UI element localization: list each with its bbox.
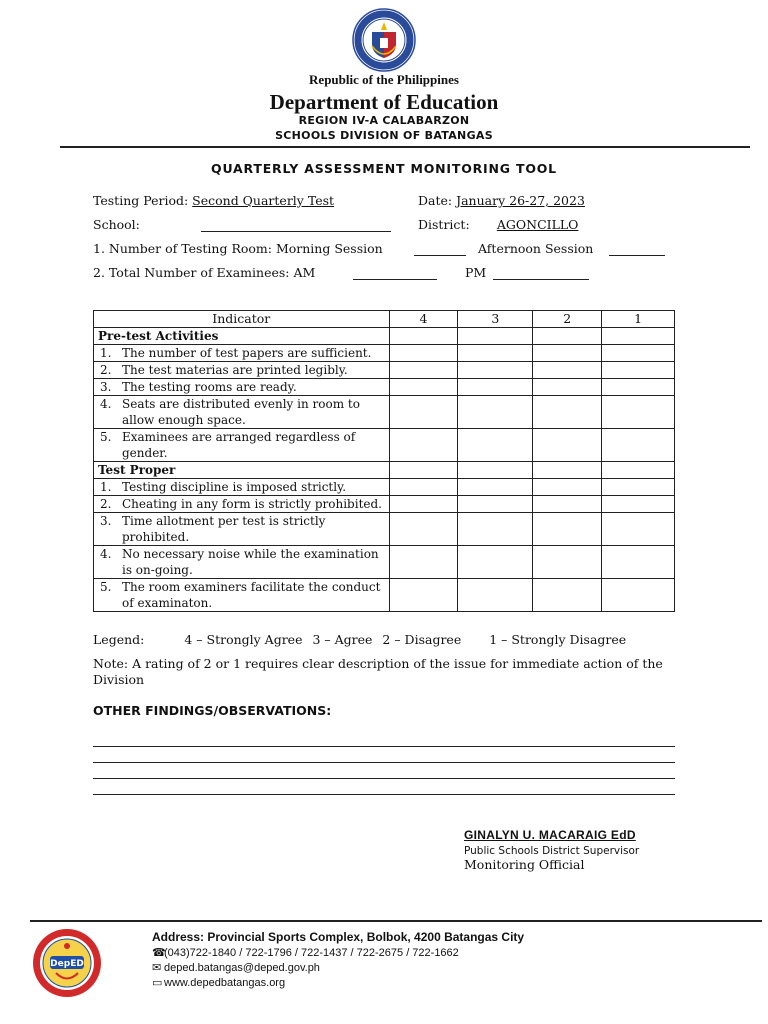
date-value[interactable]: January 26-27, 2023	[456, 193, 585, 208]
indicator-text: No necessary noise while the examination is on-going.	[122, 547, 379, 577]
testing-room-row	[93, 241, 383, 256]
rating-cell[interactable]	[389, 328, 458, 345]
deped-seal-logo	[352, 8, 416, 72]
header-divider	[60, 146, 750, 148]
table-header-row	[94, 311, 675, 328]
section-title: Pre-test Activities	[94, 328, 390, 345]
table-row	[94, 396, 675, 429]
rating-cell[interactable]	[602, 546, 675, 579]
rating-cell[interactable]	[458, 546, 533, 579]
indicator-number: 3.	[100, 380, 112, 394]
rating-cell[interactable]	[602, 496, 675, 513]
rating-cell[interactable]	[533, 362, 602, 379]
indicator-cell	[94, 479, 390, 496]
indicator-text: Time allotment per test is strictly prohibited.	[122, 514, 326, 544]
republic-heading: Republic of the Philippines	[309, 72, 459, 87]
rating-cell[interactable]	[458, 362, 533, 379]
email-icon: ✉	[152, 962, 162, 974]
rating-cell[interactable]	[458, 479, 533, 496]
department-heading: Department of Education	[269, 90, 499, 114]
rating-cell[interactable]	[533, 513, 602, 546]
header-rating-3: 3	[458, 311, 533, 328]
district-row	[418, 217, 602, 232]
rating-cell[interactable]	[533, 429, 602, 462]
table-row	[94, 496, 675, 513]
footer-address: Address: Provincial Sports Complex, Bolbok, 4200 Batangas City	[152, 930, 525, 944]
indicator-text: Testing discipline is imposed strictly.	[122, 480, 347, 494]
rating-cell[interactable]	[533, 479, 602, 496]
rating-cell[interactable]	[389, 513, 458, 546]
rating-cell[interactable]	[602, 429, 675, 462]
school-field[interactable]	[201, 219, 391, 232]
rating-cell[interactable]	[458, 328, 533, 345]
section-title: Test Proper	[94, 462, 390, 479]
rating-cell[interactable]	[458, 496, 533, 513]
rating-cell[interactable]	[533, 345, 602, 362]
header-indicator: Indicator	[94, 311, 390, 328]
other-findings-heading: OTHER FINDINGS/OBSERVATIONS:	[93, 703, 332, 718]
rating-cell[interactable]	[389, 546, 458, 579]
rating-cell[interactable]	[533, 546, 602, 579]
indicator-cell	[94, 513, 390, 546]
form-title: QUARTERLY ASSESSMENT MONITORING TOOL	[211, 161, 557, 176]
indicator-text: The number of test papers are sufficient.	[122, 346, 372, 360]
footer-phone: (043)722-1840 / 722-1796 / 722-1437 / 722-2675 / 722-1662	[164, 947, 459, 959]
header-rating-2: 2	[533, 311, 602, 328]
rating-cell[interactable]	[389, 345, 458, 362]
legend-strongly-agree: 4 – Strongly Agree	[184, 632, 303, 647]
table-row	[94, 479, 675, 496]
indicator-cell	[94, 396, 390, 429]
examinees-row	[93, 265, 315, 280]
rating-cell[interactable]	[389, 379, 458, 396]
region-heading: REGION IV-A CALABARZON	[298, 114, 470, 127]
testing-room-label: 1. Number of Testing Room: Morning Session	[93, 241, 383, 256]
rating-cell[interactable]	[389, 362, 458, 379]
table-row	[94, 579, 675, 612]
school-label: School:	[93, 217, 140, 232]
legend-label: Legend:	[93, 632, 145, 647]
rating-cell[interactable]	[602, 379, 675, 396]
indicator-number: 5.	[100, 580, 112, 594]
afternoon-session-field[interactable]	[609, 243, 665, 256]
pm-field[interactable]	[493, 267, 589, 280]
testing-period-value[interactable]: Second Quarterly Test	[192, 193, 335, 208]
rating-cell[interactable]	[533, 328, 602, 345]
indicator-number: 4.	[100, 397, 112, 411]
observation-line-3[interactable]	[93, 778, 675, 779]
footer-email[interactable]: deped.batangas@deped.gov.ph	[164, 962, 320, 974]
division-logo	[32, 928, 102, 998]
indicator-text: Seats are distributed evenly in room to allow enough space.	[122, 397, 360, 427]
district-value[interactable]: AGONCILLO	[496, 217, 579, 232]
svg-text:DepED: DepED	[50, 959, 84, 969]
indicator-text: The test materias are printed legibly.	[122, 363, 348, 377]
legend-disagree: 2 – Disagree	[382, 632, 462, 647]
indicator-table	[93, 310, 675, 612]
district-label: District:	[418, 217, 470, 232]
rating-cell[interactable]	[458, 345, 533, 362]
observation-line-1[interactable]	[93, 746, 675, 747]
rating-cell[interactable]	[602, 345, 675, 362]
indicator-cell	[94, 496, 390, 513]
phone-icon: ☎	[152, 947, 166, 959]
afternoon-session-label: Afternoon Session	[478, 241, 594, 256]
indicator-text: The room examiners facilitate the conduct of examinaton.	[122, 580, 381, 610]
indicator-number: 2.	[100, 497, 112, 511]
footer-email-row	[152, 961, 320, 974]
rating-cell[interactable]	[458, 513, 533, 546]
indicator-cell	[94, 429, 390, 462]
school-row	[93, 217, 140, 232]
legend	[93, 632, 626, 647]
rating-cell[interactable]	[602, 396, 675, 429]
signatory-name: GINALYN U. MACARAIG EdD	[464, 828, 636, 842]
indicator-number: 5.	[100, 430, 112, 444]
indicator-cell	[94, 579, 390, 612]
testing-period-row	[93, 193, 334, 208]
header-rating-1: 1	[602, 311, 675, 328]
rating-cell[interactable]	[602, 513, 675, 546]
section-row	[94, 462, 675, 479]
computer-icon: ▭	[152, 977, 163, 989]
rating-cell[interactable]	[389, 479, 458, 496]
indicator-text: The testing rooms are ready.	[122, 380, 297, 394]
rating-cell[interactable]	[602, 479, 675, 496]
legend-strongly-disagree: 1 – Strongly Disagree	[489, 632, 627, 647]
table-row	[94, 546, 675, 579]
indicator-cell	[94, 379, 390, 396]
morning-session-field[interactable]	[414, 243, 466, 256]
indicator-number: 1.	[100, 346, 112, 360]
rating-cell[interactable]	[602, 462, 675, 479]
footer-phone-row	[152, 946, 459, 959]
rating-cell[interactable]	[458, 379, 533, 396]
footer-divider	[30, 920, 762, 922]
rating-cell[interactable]	[389, 579, 458, 612]
rating-cell[interactable]	[389, 462, 458, 479]
table-row	[94, 362, 675, 379]
rating-cell[interactable]	[458, 579, 533, 612]
division-heading: SCHOOLS DIVISION OF BATANGAS	[275, 129, 493, 142]
rating-cell[interactable]	[533, 379, 602, 396]
am-field[interactable]	[353, 267, 437, 280]
rating-cell[interactable]	[458, 429, 533, 462]
observation-line-4[interactable]	[93, 794, 675, 795]
legend-agree: 3 – Agree	[312, 632, 373, 647]
footer-website[interactable]: www.depedbatangas.org	[164, 977, 286, 989]
signatory-position: Public Schools District Supervisor	[464, 845, 640, 857]
table-row	[94, 345, 675, 362]
indicator-number: 3.	[100, 514, 112, 528]
table-row	[94, 379, 675, 396]
date-row	[418, 193, 585, 208]
signatory-role: Monitoring Official	[464, 857, 585, 872]
examinees-label: 2. Total Number of Examinees: AM	[93, 265, 316, 280]
rating-cell[interactable]	[602, 579, 675, 612]
rating-cell[interactable]	[533, 396, 602, 429]
indicator-text: Cheating in any form is strictly prohibited.	[122, 497, 382, 511]
footer-website-row	[152, 976, 285, 989]
rating-cell[interactable]	[602, 328, 675, 345]
rating-cell[interactable]	[389, 496, 458, 513]
rating-note: Note: A rating of 2 or 1 requires clear description of the issue for immediate action of the Division	[93, 656, 663, 687]
indicator-cell	[94, 345, 390, 362]
indicator-cell	[94, 362, 390, 379]
date-label: Date:	[418, 193, 453, 208]
rating-cell[interactable]	[533, 462, 602, 479]
pm-label: PM	[465, 265, 487, 280]
section-row	[94, 328, 675, 345]
rating-cell[interactable]	[602, 362, 675, 379]
indicator-number: 4.	[100, 547, 112, 561]
rating-cell[interactable]	[389, 396, 458, 429]
table-row	[94, 429, 675, 462]
indicator-number: 2.	[100, 363, 112, 377]
header-rating-4: 4	[389, 311, 458, 328]
rating-cell[interactable]	[458, 396, 533, 429]
rating-cell[interactable]	[533, 496, 602, 513]
rating-cell[interactable]	[389, 429, 458, 462]
indicator-text: Examinees are arranged regardless of gender.	[122, 430, 356, 460]
indicator-number: 1.	[100, 480, 112, 494]
indicator-cell	[94, 546, 390, 579]
rating-cell[interactable]	[533, 579, 602, 612]
rating-cell[interactable]	[458, 462, 533, 479]
testing-period-label: Testing Period:	[93, 193, 189, 208]
observation-line-2[interactable]	[93, 762, 675, 763]
table-row	[94, 513, 675, 546]
